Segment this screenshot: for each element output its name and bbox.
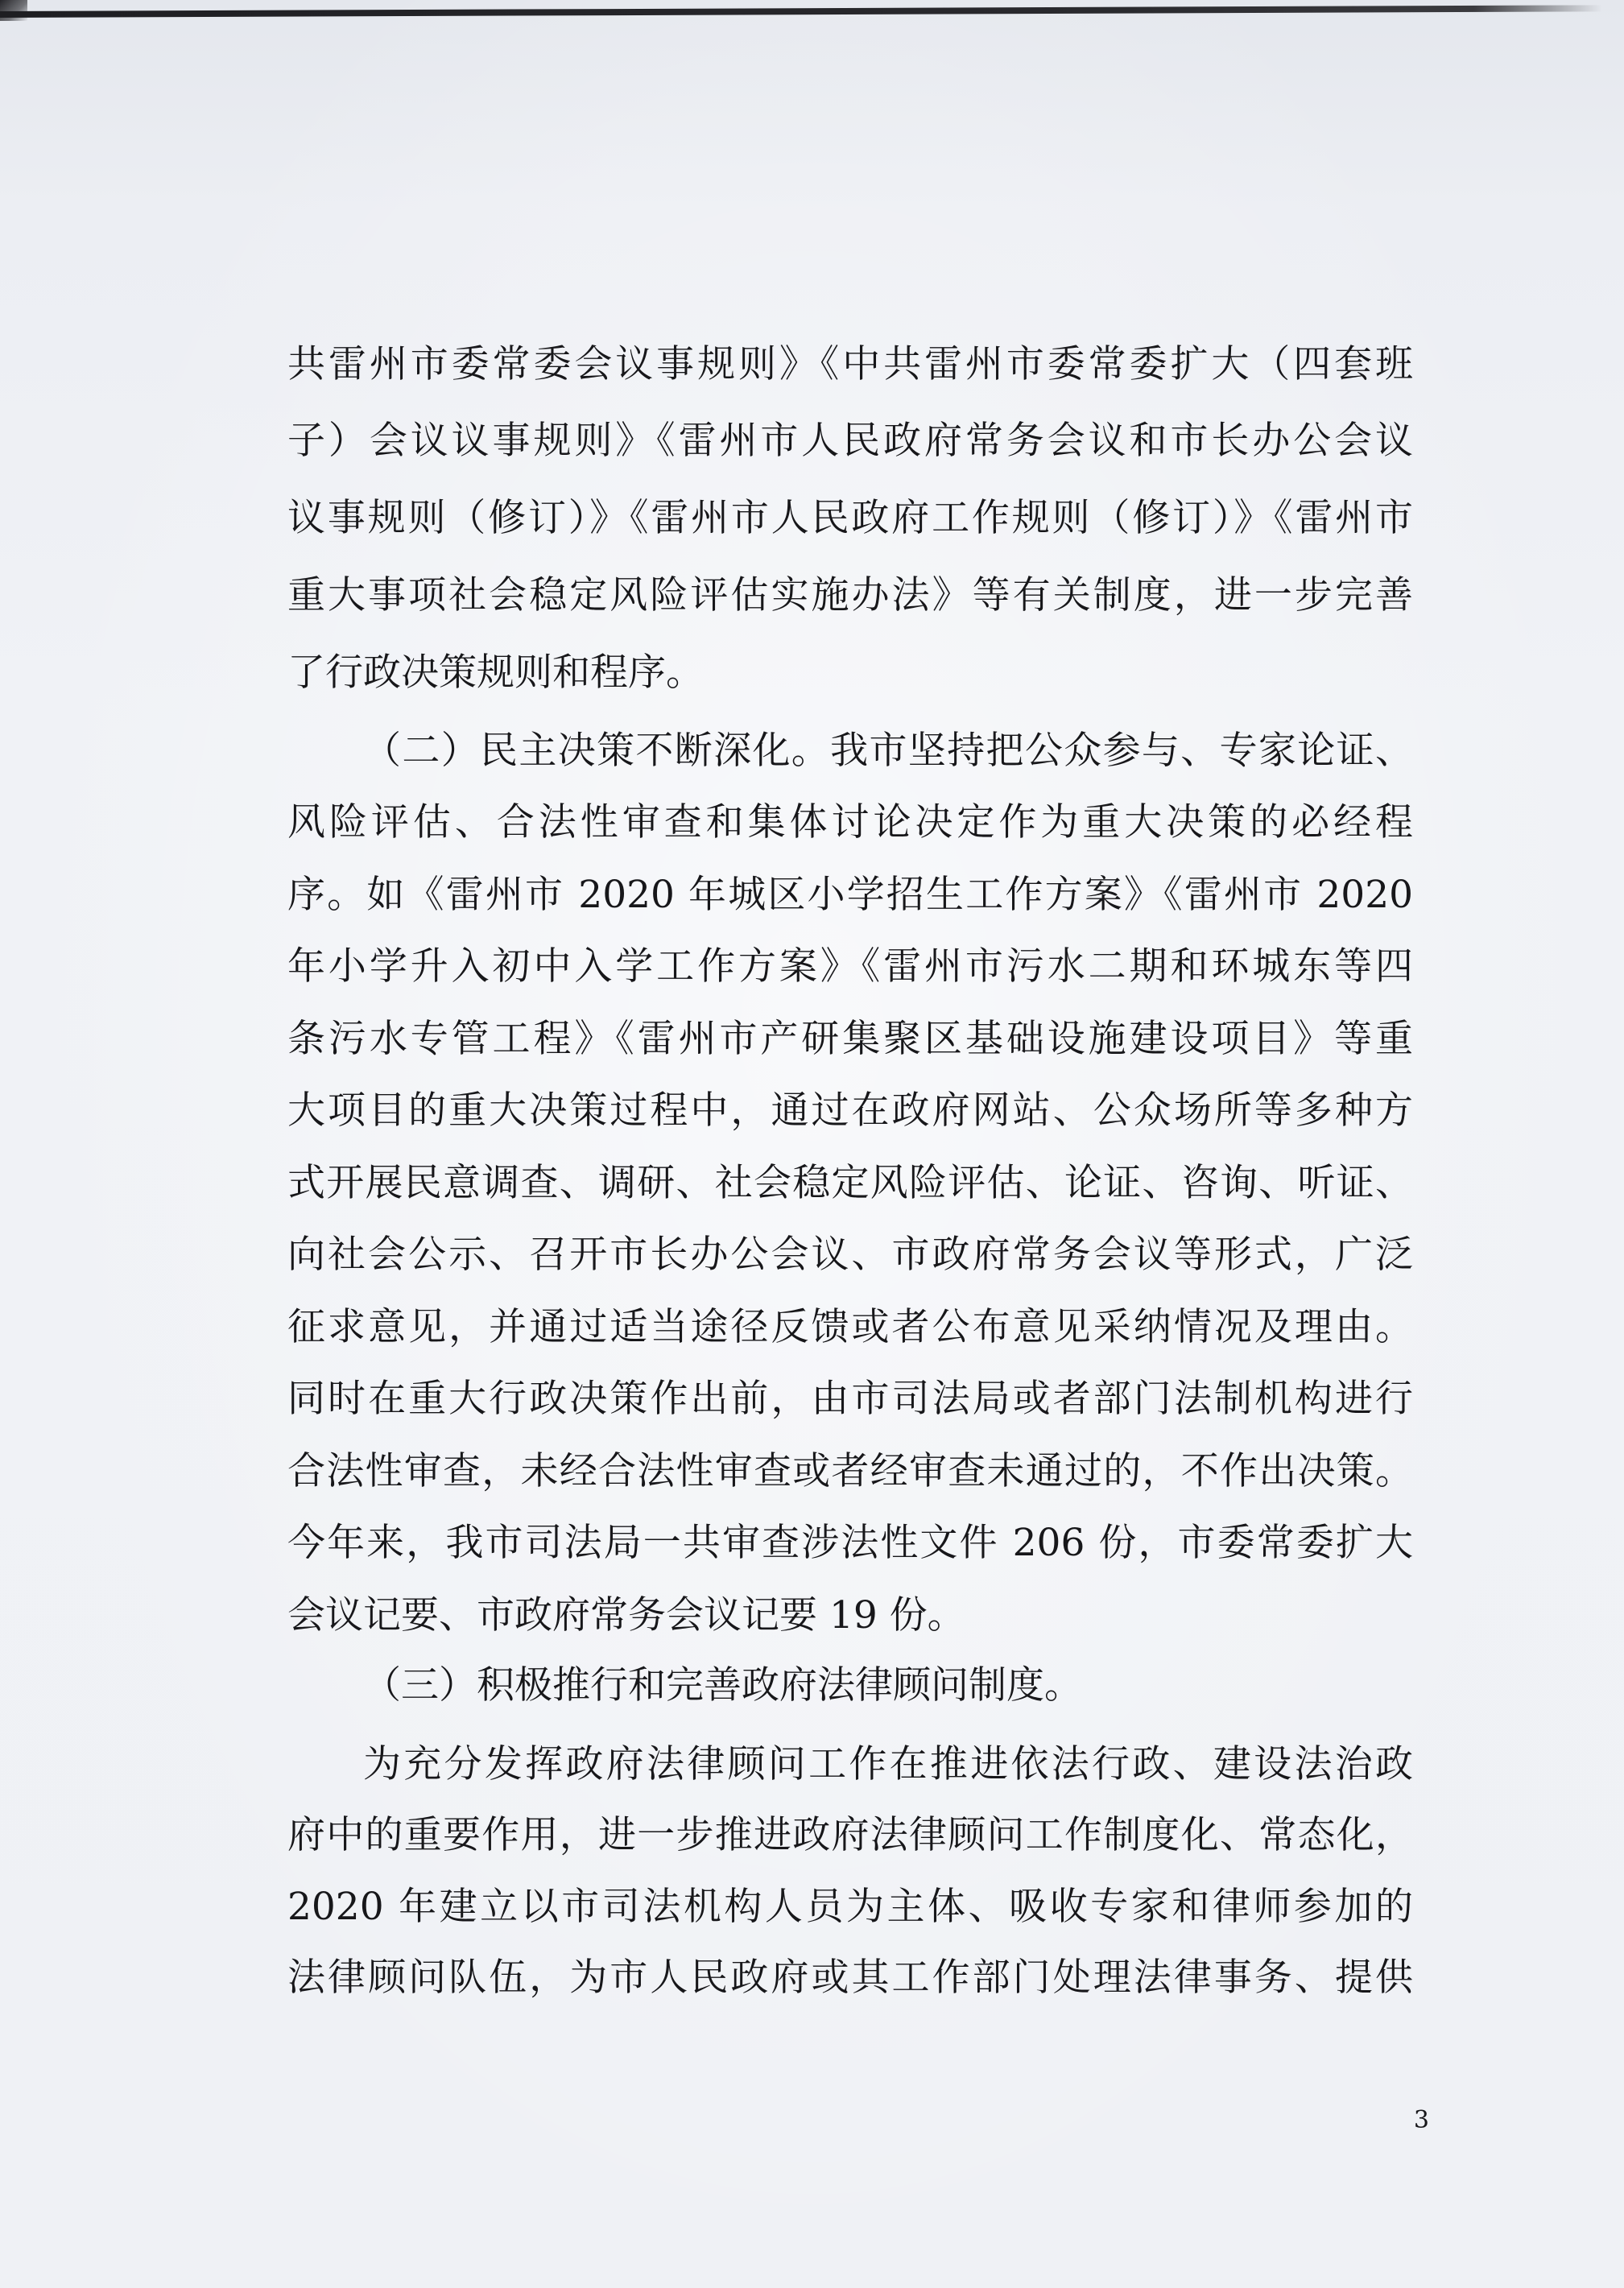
- text-line: 2020 年建立以市司法机构人员为主体、吸收专家和律师参加的: [287, 1885, 1413, 1929]
- text-line: 序。如《雷州市 2020 年城区小学招生工作方案》《雷州市 2020: [287, 873, 1413, 917]
- section-heading: （三）积极推行和完善政府法律顾问制度。: [363, 1663, 1082, 1708]
- text-line: 大项目的重大决策过程中，通过在政府网站、公众场所等多种方: [287, 1088, 1413, 1133]
- text-line: 为充分发挥政府法律顾问工作在推进依法行政、建设法治政: [363, 1742, 1413, 1786]
- text-line: 共雷州市委常委会议事规则》《中共雷州市委常委扩大（四套班: [287, 342, 1413, 386]
- text-line: 议事规则（修订）》《雷州市人民政府工作规则（修订）》《雷州市: [287, 496, 1413, 540]
- text-line: 重大事项社会稳定风险评估实施办法》等有关制度，进一步完善: [287, 573, 1413, 617]
- text-line: 法律顾问队伍，为市人民政府或其工作部门处理法律事务、提供: [287, 1956, 1413, 2000]
- body-text: [287, 0, 1413, 2288]
- text-line: 了行政决策规则和程序。: [287, 650, 704, 695]
- text-line: 合法性审查，未经合法性审查或者经审查未通过的，不作出决策。: [287, 1449, 1413, 1493]
- text-line: （二）民主决策不断深化。我市坚持把公众参与、专家论证、: [363, 729, 1413, 773]
- text-line: 同时在重大行政决策作出前，由市司法局或者部门法制机构进行: [287, 1377, 1413, 1421]
- text-line: 府中的重要作用，进一步推进政府法律顾问工作制度化、常态化，: [287, 1813, 1413, 1857]
- text-line: 征求意见，并通过适当途径反馈或者公布意见采纳情况及理由。: [287, 1305, 1413, 1349]
- text-line: 向社会公示、召开市长办公会议、市政府常务会议等形式，广泛: [287, 1233, 1413, 1277]
- page-number: 3: [1413, 2106, 1429, 2134]
- text-line: 子）会议议事规则》《雷州市人民政府常务会议和市长办公会议: [287, 419, 1413, 463]
- text-line: 会议记要、市政府常务会议记要 19 份。: [287, 1593, 965, 1638]
- text-line: 式开展民意调查、调研、社会稳定风险评估、论证、咨询、听证、: [287, 1161, 1413, 1205]
- text-line: 条污水专管工程》《雷州市产研集聚区基础设施建设项目》等重: [287, 1017, 1413, 1061]
- text-line: 今年来，我市司法局一共审查涉法性文件 206 份，市委常委扩大: [287, 1521, 1413, 1565]
- text-line: 年小学升入初中入学工作方案》《雷州市污水二期和环城东等四: [287, 944, 1413, 989]
- text-line: 风险评估、合法性审查和集体讨论决定作为重大决策的必经程: [287, 800, 1413, 845]
